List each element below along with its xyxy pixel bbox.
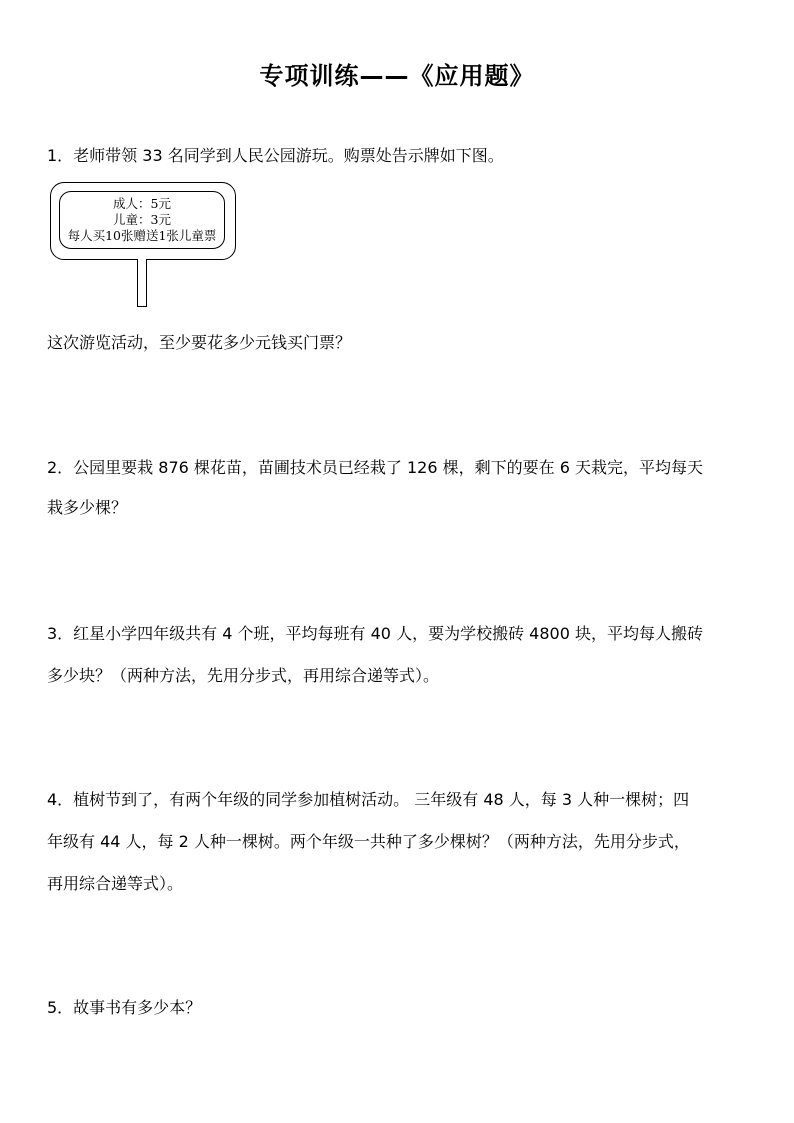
question-2-line-1: 2．公园里要栽 876 棵花苗，苗圃技术员已经栽了 126 棵，剩下的要在 6 天栽完，平均每天: [47, 458, 703, 477]
sign-promotion: 每人买10张赠送1张儿童票: [67, 228, 217, 243]
question-5-line-1: 5．故事书有多少本？: [47, 998, 202, 1017]
ticket-sign-panel: [59, 191, 225, 249]
question-4-line-2: 年级有 44 人，每 2 人种一棵树。两个年级一共种了多少棵树？（两种方法，先用分步式，: [47, 832, 690, 851]
sign-adult-price: 成人：5元: [113, 196, 171, 211]
ticket-sign-board: [50, 182, 236, 260]
page-title: 专项训练——《应用题》: [259, 62, 535, 90]
question-1-line-1: 1．老师带领 33 名同学到人民公园游玩。购票处告示牌如下图。: [47, 146, 504, 165]
question-2-line-2: 栽多少棵？: [47, 498, 128, 517]
question-4-line-1: 4．植树节到了，有两个年级的同学参加植树活动。 三年级有 48 人，每 3 人种一棵树；四: [47, 790, 690, 809]
question-4-line-3: 再用综合递等式）。: [47, 874, 184, 893]
question-1-line-2: 这次游览活动，至少要花多少元钱买门票？: [47, 333, 352, 352]
sign-child-price: 儿童：3元: [113, 212, 171, 227]
question-3-line-1: 3．红星小学四年级共有 4 个班，平均每班有 40 人，要为学校搬砖 4800 块，平均每人搬砖: [47, 624, 703, 643]
question-3-line-2: 多少块？（两种方法，先用分步式，再用综合递等式）。: [47, 666, 440, 685]
ticket-sign-post: [137, 259, 147, 307]
